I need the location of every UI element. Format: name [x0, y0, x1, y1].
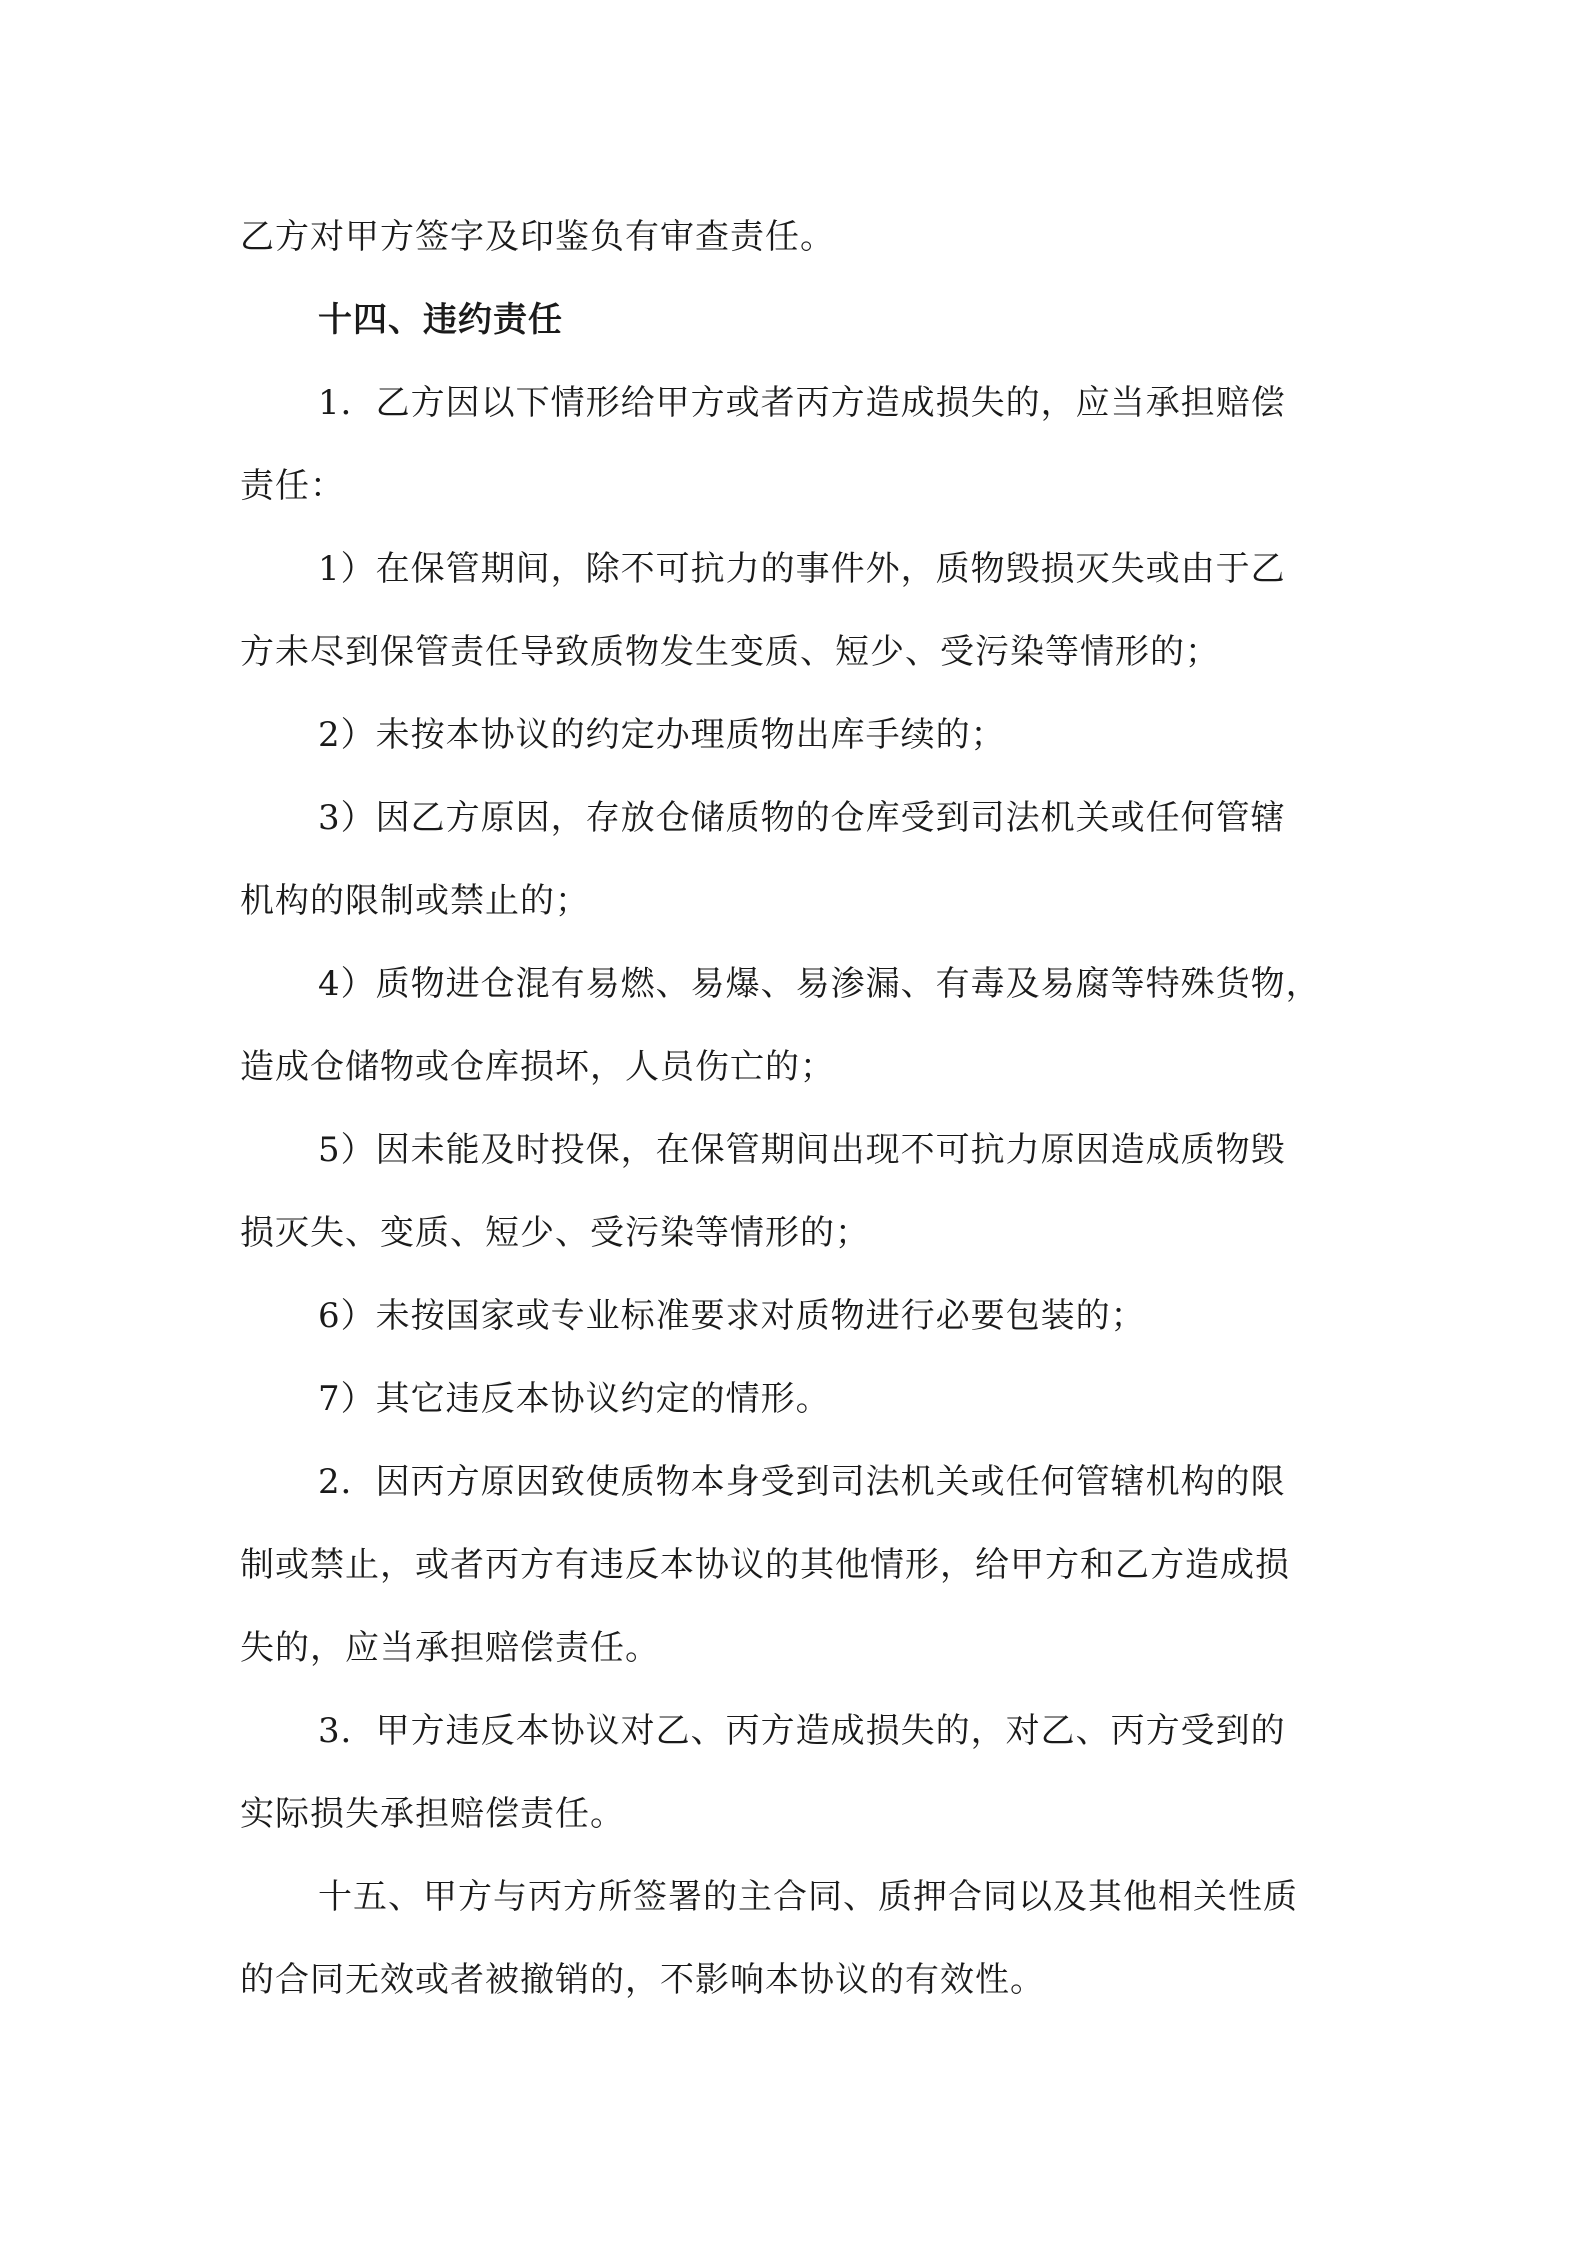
text-line: 乙方对甲方签字及印鉴负有审查责任。 — [240, 217, 835, 257]
text-line: 方未尽到保管责任导致质物发生变质、短少、受污染等情形的； — [240, 632, 1220, 672]
document-body — [240, 196, 1352, 2022]
text-line: 7）其它违反本协议约定的情形。 — [318, 1379, 831, 1419]
text-line: 制或禁止，或者丙方有违反本协议的其他情形，给甲方和乙方造成损 — [240, 1545, 1290, 1585]
text-line: 2．因丙方原因致使质物本身受到司法机关或任何管辖机构的限 — [318, 1462, 1286, 1502]
text-line: 2）未按本协议的约定办理质物出库手续的； — [318, 715, 1006, 755]
text-line: 3）因乙方原因，存放仓储质物的仓库受到司法机关或任何管辖 — [318, 798, 1286, 838]
text-line: 4）质物进仓混有易燃、易爆、易渗漏、有毒及易腐等特殊货物， — [318, 964, 1321, 1004]
text-line: 1．乙方因以下情形给甲方或者丙方造成损失的，应当承担赔偿 — [318, 383, 1286, 423]
text-line: 6）未按国家或专业标准要求对质物进行必要包装的； — [318, 1296, 1146, 1336]
text-line: 造成仓储物或仓库损坏，人员伤亡的； — [240, 1047, 835, 1087]
text-line: 实际损失承担赔偿责任。 — [240, 1794, 625, 1834]
text-line: 损灭失、变质、短少、受污染等情形的； — [240, 1213, 870, 1253]
section-heading-breach-liability: 十四、违约责任 — [318, 300, 563, 340]
text-line: 十五、甲方与丙方所签署的主合同、质押合同以及其他相关性质 — [318, 1877, 1298, 1917]
text-line: 1）在保管期间，除不可抗力的事件外，质物毁损灭失或由于乙 — [318, 549, 1286, 589]
text-line: 失的，应当承担赔偿责任。 — [240, 1628, 660, 1668]
text-line: 责任： — [240, 466, 345, 506]
text-line: 5）因未能及时投保，在保管期间出现不可抗力原因造成质物毁 — [318, 1130, 1286, 1170]
text-line: 机构的限制或禁止的； — [240, 881, 590, 921]
text-line: 的合同无效或者被撤销的，不影响本协议的有效性。 — [240, 1960, 1045, 2000]
text-line: 3．甲方违反本协议对乙、丙方造成损失的，对乙、丙方受到的 — [318, 1711, 1286, 1751]
